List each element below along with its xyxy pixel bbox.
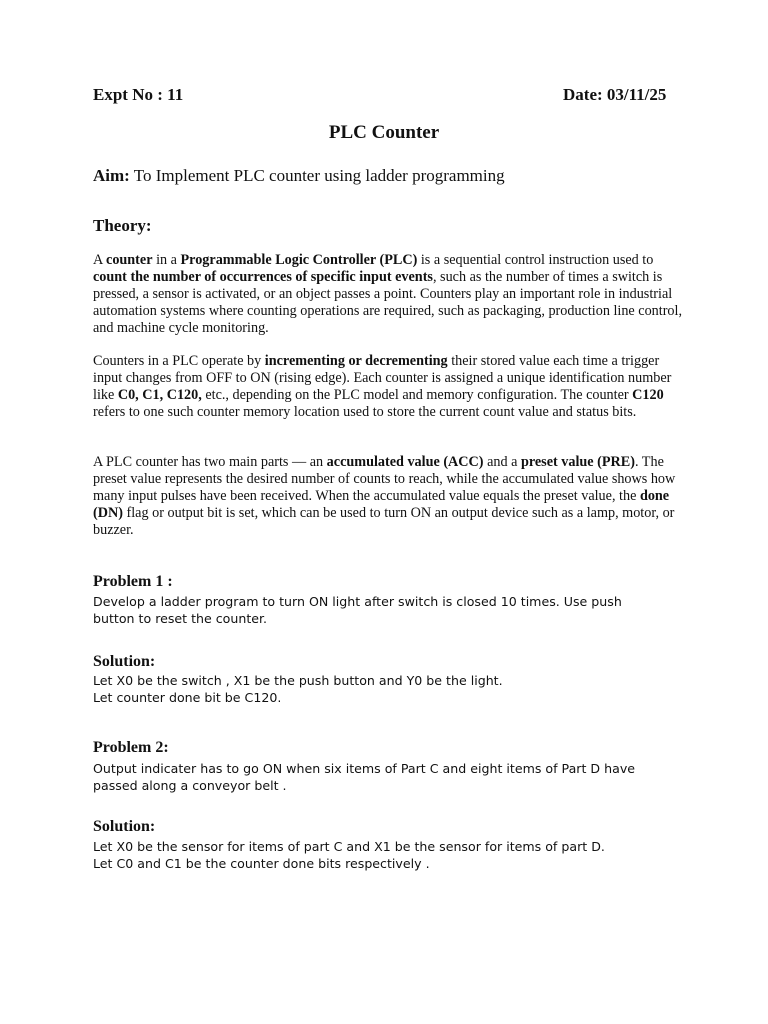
bold-run: C120 xyxy=(632,387,664,403)
problem-2-line-1: Output indicater has to go ON when six items of Part C and eight items of Part D have xyxy=(93,761,636,776)
text-run: , such as the number of times a switch is pressed, a sensor is activated, or an object passes a point. Counters play an important role in industrial automation systems where counting operations are required, such as packaging, production line control, and machine cycle monitoring. xyxy=(93,269,683,336)
bold-run: incrementing or decrementing xyxy=(264,353,448,369)
bold-run: preset value (PRE) xyxy=(520,454,635,470)
bold-run: accumulated value (ACC) xyxy=(326,454,484,470)
problem-1-text xyxy=(93,593,683,627)
experiment-number: Expt No : 11 xyxy=(93,85,184,104)
bold-run: count the number of occurrences of specific input events xyxy=(93,269,433,285)
theory-heading: Theory: xyxy=(93,216,152,235)
theory-paragraph-1 xyxy=(93,252,683,337)
theory-paragraph-2 xyxy=(93,353,683,421)
problem-1-line-2: button to reset the counter. xyxy=(93,611,268,626)
text-run: . The preset value represents the desired number of counts to reach, while the accumulated value shows how many input pulses have been received. When the accumulated value equals the preset value, the xyxy=(93,454,676,504)
theory-paragraph-3 xyxy=(93,454,683,539)
solution-2-text xyxy=(93,838,683,872)
text-run: in a xyxy=(152,252,181,268)
bold-run: done (DN) xyxy=(93,488,670,521)
aim-label: Aim: xyxy=(93,166,130,185)
bold-run: C0, C1, C120, xyxy=(117,387,202,403)
bold-run: Programmable Logic Controller (PLC) xyxy=(180,252,418,268)
solution-2-line-1: Let X0 be the sensor for items of part C and X1 be the sensor for items of part D. xyxy=(93,839,605,854)
text-run: flag or output bit is set, which can be used to turn ON an output device such as a lamp, motor, or buzzer. xyxy=(93,505,675,538)
experiment-date: Date: 03/11/25 xyxy=(563,85,667,104)
text-run: Counters in a PLC operate by xyxy=(93,353,265,369)
problem-2-line-2: passed along a conveyor belt . xyxy=(93,778,287,793)
solution-1-line-2: Let counter done bit be C120. xyxy=(93,690,282,705)
solution-2-heading: Solution: xyxy=(93,818,156,835)
text-run: refers to one such counter memory location used to store the current count value and status bits. xyxy=(93,404,637,420)
text-run: etc., depending on the PLC model and memory configuration. The counter xyxy=(201,387,633,403)
aim-line xyxy=(93,166,505,186)
solution-1-text xyxy=(93,672,683,706)
solution-1-line-1: Let X0 be the switch , X1 be the push button and Y0 be the light. xyxy=(93,673,503,688)
bold-run: counter xyxy=(106,252,153,268)
problem-1-line-1: Develop a ladder program to turn ON light after switch is closed 10 times. Use push xyxy=(93,594,622,609)
problem-1-heading: Problem 1 : xyxy=(93,573,173,590)
text-run: is a sequential control instruction used to xyxy=(417,252,654,268)
text-run: A xyxy=(93,252,107,268)
text-run: and a xyxy=(483,454,521,470)
page-title: PLC Counter xyxy=(328,122,440,143)
text-run: A PLC counter has two main parts — an xyxy=(93,454,327,470)
solution-1-heading: Solution: xyxy=(93,653,156,670)
problem-2-heading: Problem 2: xyxy=(93,739,169,756)
problem-2-text xyxy=(93,760,683,794)
text-run: their stored value each time a trigger input changes from OFF to ON (rising edge). Each counter is assigned a unique identification number like xyxy=(93,353,672,403)
solution-2-line-2: Let C0 and C1 be the counter done bits respectively . xyxy=(93,856,430,871)
aim-text: To Implement PLC counter using ladder programming xyxy=(129,166,505,185)
